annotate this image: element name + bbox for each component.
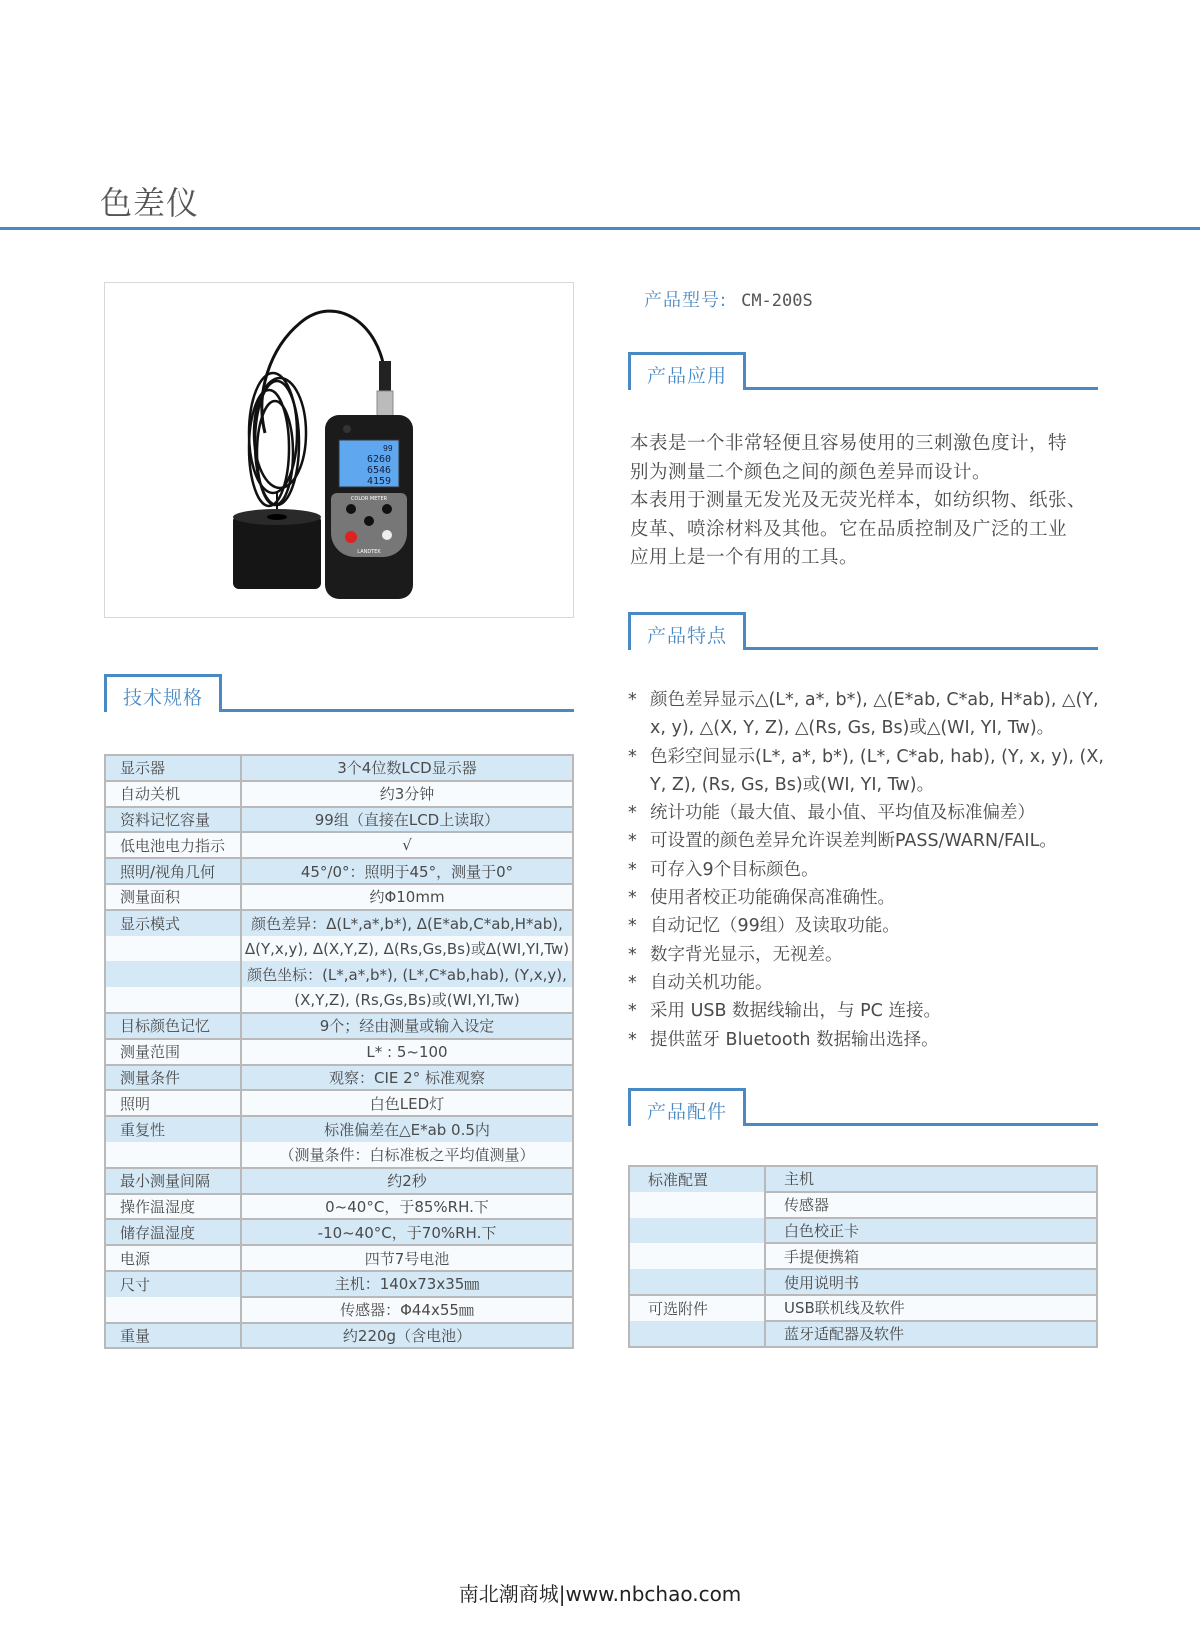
application-line: 应用上是一个有用的工具。 [630, 547, 859, 568]
table-row: 目标颜色记忆 9个；经由测量或输入设定 [105, 1013, 573, 1039]
svg-text:4159: 4159 [367, 476, 392, 487]
table-row: Δ(Y,x,y), Δ(X,Y,Z), Δ(Rs,Gs,Bs)或Δ(WI,YI,Tw) [105, 936, 573, 962]
feature-item: * 使用者校正功能确保高准确性。 [628, 888, 895, 909]
table-row: 测量范围 L* : 5~100 [105, 1039, 573, 1065]
feature-list [628, 686, 1108, 1054]
table-row: 传感器 [629, 1192, 1097, 1218]
table-row: 自动关机 约3分钟 [105, 781, 573, 807]
table-row: 照明 白色LED灯 [105, 1090, 573, 1116]
table-row: 电源 四节7号电池 [105, 1245, 573, 1271]
feature-item: * 数字背光显示，无视差。 [628, 944, 843, 965]
table-row: 显示模式 颜色差异：Δ(L*,a*,b*), Δ(E*ab,C*ab,H*ab), [105, 910, 573, 936]
feature-item: * 可存入9个目标颜色。 [628, 859, 819, 880]
table-row: 重复性 标准偏差在△E*ab 0.5内 [105, 1116, 573, 1142]
color-meter-illustration [105, 283, 573, 617]
section-header-accessories [628, 1088, 1098, 1126]
table-row: 重量 约220g（含电池） [105, 1323, 573, 1349]
feature-item: * 色彩空间显示(L*, a*, b*), (L*, C*ab, hab), (Y, x, y), (X, Y, Z), (Rs, Gs, Bs)或(WI, YI, Tw)。 [628, 746, 1104, 795]
table-row: 低电池电力指示 √ [105, 832, 573, 858]
application-line: 皮革、喷涂材料及其他。它在品质控制及广泛的工业 [630, 518, 1068, 540]
table-row: 手提便携箱 [629, 1243, 1097, 1269]
section-header-application [628, 352, 1098, 390]
specs-table [104, 754, 574, 1349]
table-row: (X,Y,Z), (Rs,Gs,Bs)或(WI,YI,Tw) [105, 987, 573, 1013]
table-row: 蓝牙适配器及软件 [629, 1321, 1097, 1347]
table-row: 照明/视角几何 45°/0°：照明于45°，测量于0° [105, 858, 573, 884]
model-label: 产品型号: [644, 290, 728, 311]
feature-item: * 自动记忆（99组）及读取功能。 [628, 916, 900, 937]
feature-item: * 颜色差异显示△(L*, a*, b*), △(E*ab, C*ab, H*ab), △(Y, x, y), △(X, Y, Z), △(Rs, Gs, Bs)或△(WI, YI, Tw)。 [628, 690, 1099, 739]
product-model [644, 286, 813, 312]
table-row: 测量条件 观察：CIE 2° 标准观察 [105, 1065, 573, 1091]
section-tab-application: 产品应用 [628, 352, 746, 390]
table-row: 标准配置 主机 [629, 1166, 1097, 1192]
application-line: 别为测量二个颜色之间的颜色差异而设计。 [630, 461, 992, 483]
application-line: 本表是一个非常轻便且容易使用的三刺激色度计，特 [630, 433, 1068, 454]
table-row: 储存温湿度 -10~40°C，于70%RH.下 [105, 1219, 573, 1245]
accessories-table [628, 1165, 1098, 1348]
section-tab-specs: 技术规格 [104, 674, 222, 712]
svg-text:6546: 6546 [367, 465, 392, 476]
section-tab-features: 产品特点 [628, 612, 746, 650]
page-title: 色差仪 [100, 184, 200, 222]
svg-text:6260: 6260 [367, 454, 392, 465]
table-row: 尺寸 主机：140x73x35㎜ [105, 1271, 573, 1297]
application-text [630, 430, 1100, 573]
feature-item: * 采用 USB 数据线输出，与 PC 连接。 [628, 1001, 941, 1022]
section-tab-accessories: 产品配件 [628, 1088, 746, 1126]
table-row: 白色校正卡 [629, 1218, 1097, 1244]
table-row: 测量面积 约Φ10mm [105, 884, 573, 910]
table-row: 操作温湿度 0~40°C，于85%RH.下 [105, 1194, 573, 1220]
product-image [104, 282, 574, 618]
feature-item: * 统计功能（最大值、最小值、平均值及标准偏差） [628, 803, 1035, 824]
table-row: 颜色坐标：(L*,a*,b*), (L*,C*ab,hab), (Y,x,y), [105, 961, 573, 987]
footer-site-link[interactable]: 南北潮商城|www.nbchao.com [458, 1582, 742, 1606]
title-divider [0, 227, 1200, 230]
section-header-specs [104, 674, 574, 712]
table-row: 可选附件 USB联机线及软件 [629, 1295, 1097, 1321]
svg-text:99: 99 [383, 444, 393, 453]
svg-text:LANDTEK: LANDTEK [357, 549, 381, 555]
feature-item: * 可设置的颜色差异允许误差判断PASS/WARN/FAIL。 [628, 831, 1057, 852]
table-row: 最小测量间隔 约2秒 [105, 1168, 573, 1194]
table-row: 传感器：Φ44x55㎜ [105, 1297, 573, 1323]
table-row: 显示器 3个4位数LCD显示器 [105, 755, 573, 781]
model-value: CM-200S [741, 291, 813, 311]
table-row: 资料记忆容量 99组（直接在LCD上读取） [105, 807, 573, 833]
table-row: 使用说明书 [629, 1269, 1097, 1295]
table-row: （测量条件：白标准板之平均值测量） [105, 1142, 573, 1168]
application-line: 本表用于测量无发光及无荧光样本，如纺织物、纸张、 [630, 490, 1087, 511]
section-header-features [628, 612, 1098, 650]
feature-item: * 提供蓝牙 Bluetooth 数据输出选择。 [628, 1029, 939, 1050]
svg-text:COLOR METER: COLOR METER [350, 496, 388, 502]
feature-item: * 自动关机功能。 [628, 972, 773, 993]
